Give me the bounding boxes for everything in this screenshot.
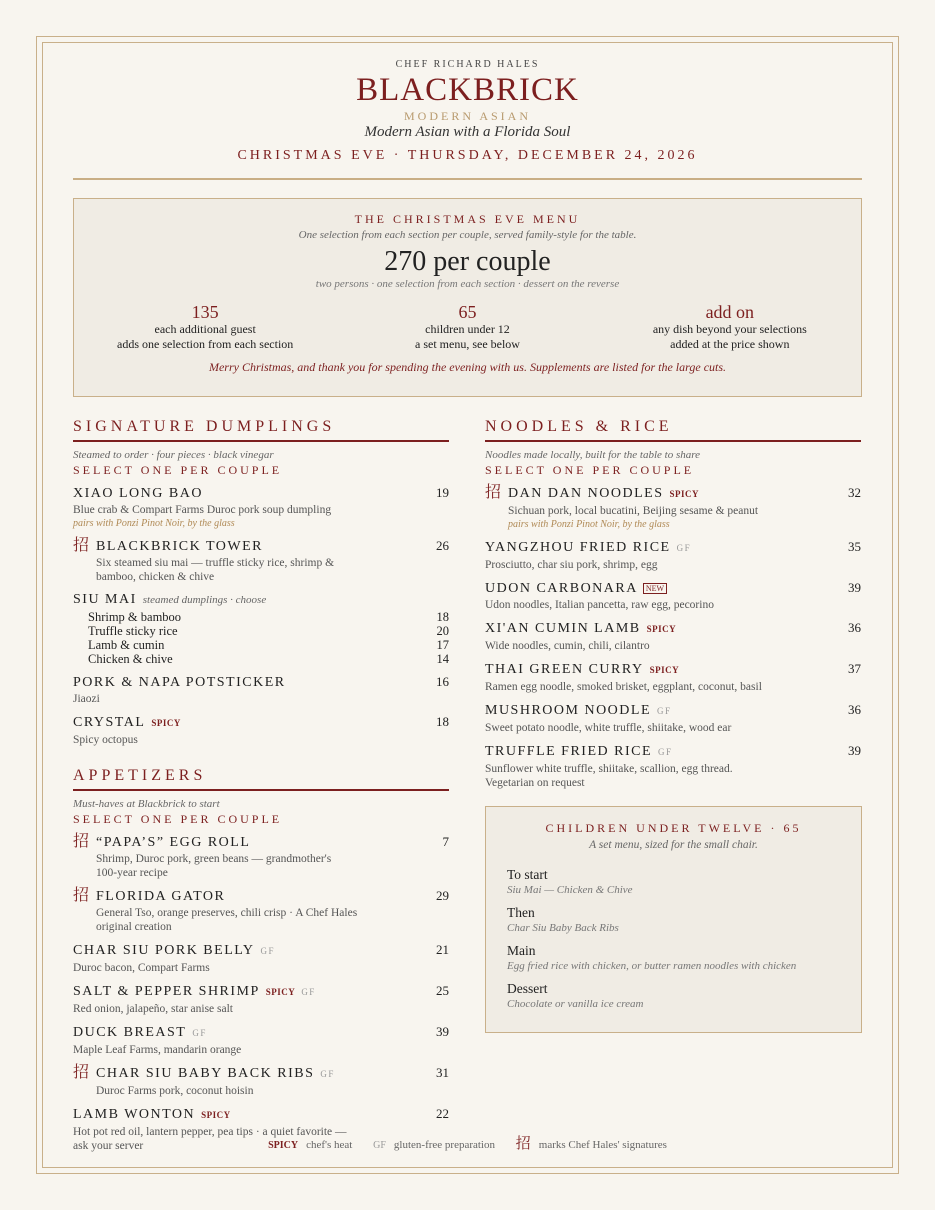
offer-price-note: two persons · one selection from each section · dessert on the reverse [315, 278, 620, 290]
item-price: 32 [848, 485, 861, 500]
item-desc: Maple Leaf Farms, mandarin orange [73, 1044, 242, 1056]
section-select: SELECT ONE PER COUPLE [73, 463, 283, 477]
item-price: 39 [848, 743, 861, 758]
siu-mai-options [73, 610, 449, 666]
menu-item [73, 940, 449, 975]
course-label: Main [507, 943, 536, 958]
option-row: Shrimp & bamboo 18 [88, 610, 449, 624]
kids-course [486, 942, 861, 973]
children-menu-box [485, 806, 862, 1033]
signature-icon: 招 [73, 833, 90, 850]
item-desc: Red onion, jalapeño, star anise salt [73, 1003, 234, 1015]
item-desc: Prosciutto, char siu pork, shrimp, egg [485, 559, 658, 571]
tier-line: adds one selection from each section [117, 337, 294, 351]
section-select: SELECT ONE PER COUPLE [485, 463, 695, 477]
course-label: To start [507, 867, 548, 882]
item-name: XI'AN CUMIN LAMB SPICY [485, 621, 677, 636]
item-price: 39 [436, 1024, 449, 1039]
gf-tag: GF [192, 1028, 207, 1038]
option-row: Chicken & chive 14 [88, 652, 449, 666]
item-desc: General Tso, orange preserves, chili crisp · A Chef Hales [96, 907, 358, 919]
item-price: 22 [436, 1106, 449, 1121]
item-desc: Sunflower white truffle, shiitake, scallion, egg thread. [485, 763, 733, 775]
section-note: Noodles made locally, built for the table to share [485, 449, 700, 461]
item-name: MUSHROOM NOODLE GF [485, 703, 672, 718]
menu-item [485, 618, 861, 653]
legend-spicy-tag: SPICY [268, 1140, 299, 1151]
item-name: TRUFFLE FRIED RICE GF [485, 744, 673, 759]
signature-icon: 招 [485, 484, 502, 501]
item-name: YANGZHOU FRIED RICE GF [485, 540, 692, 555]
menu-item [73, 712, 449, 747]
item-name: LAMB WONTON SPICY [73, 1107, 231, 1122]
item-desc: Shrimp, Duroc pork, green beans — grandmother's [96, 853, 332, 865]
course-dish: Siu Mai — Chicken & Chive [507, 884, 633, 896]
item-price: 19 [436, 485, 449, 500]
signature-icon: 招 [73, 1064, 90, 1081]
gf-tag: GF [260, 946, 276, 956]
menu-item [73, 536, 449, 584]
spicy-tag: SPICY [265, 987, 296, 997]
menu-item [485, 659, 861, 694]
menu-item [73, 483, 449, 530]
signature-icon: 招 [73, 887, 90, 904]
signature-icon: 招 [515, 1136, 531, 1152]
item-desc: Hot pot red oil, lantern pepper, pea tips · a quiet favorite — [73, 1126, 347, 1138]
item-price: 21 [436, 942, 449, 957]
tier-line: any dish beyond your selections [652, 322, 807, 336]
section-title: NOODLES & RICE [485, 417, 861, 442]
event-date: CHRISTMAS EVE · THURSDAY, DECEMBER 24, 2026 [237, 148, 698, 163]
kids-course [486, 866, 861, 897]
item-price: 29 [436, 888, 449, 903]
item-desc: Sichuan pork, local bucatini, Beijing sesame & peanut [508, 505, 759, 517]
gf-tag: GF [676, 543, 692, 553]
tier-value: 135 [191, 302, 219, 322]
item-desc: Spicy octopus [73, 734, 138, 746]
item-price: 26 [436, 538, 449, 553]
tier-add-on [599, 302, 861, 352]
brand-subtitle: MODERN ASIAN [403, 109, 531, 123]
gf-tag: GF [320, 1069, 335, 1079]
legend-spicy-text: chef's heat [306, 1139, 353, 1151]
tier-line: added at the price shown [670, 337, 790, 351]
item-name: CRYSTAL SPICY [73, 715, 181, 730]
item-name: BLACKBRICK TOWER [96, 539, 263, 554]
item-name: SALT & PEPPER SHRIMP SPICY GF [73, 984, 316, 999]
menu-item [485, 741, 861, 790]
menu-item [73, 832, 449, 880]
tier-children [336, 302, 598, 352]
item-name: THAI GREEN CURRY SPICY [485, 662, 680, 677]
item-name: SIU MAI steamed dumplings · choose [73, 592, 267, 607]
item-desc: Jiaozi [73, 693, 100, 705]
menu-item [485, 483, 861, 531]
course-dish: Egg fried rice with chicken, or butter ramen noodles with chicken [507, 960, 797, 972]
tier-line: a set menu, see below [415, 337, 520, 351]
item-price: 36 [848, 702, 861, 717]
item-desc: Vegetarian on request [485, 777, 585, 789]
menu-item [73, 672, 449, 706]
spicy-tag: SPICY [669, 489, 700, 499]
item-price: 37 [848, 661, 861, 676]
menu-item [73, 981, 449, 1016]
menu-item [73, 1063, 449, 1098]
tier-additional-guest [74, 302, 336, 352]
offer-note: One selection from each section per couple, served family-style for the table. [298, 229, 637, 241]
item-desc: Duroc Farms pork, coconut hoisin [96, 1085, 254, 1097]
course-label: Then [507, 905, 535, 920]
gf-tag: GF [301, 987, 316, 997]
item-desc: Wide noodles, cumin, chili, cilantro [485, 640, 650, 652]
left-column [73, 417, 449, 1153]
legend-sig-text: marks Chef Hales' signatures [538, 1139, 667, 1151]
header-divider [73, 178, 862, 180]
item-desc: Ramen egg noodle, smoked brisket, eggplant, coconut, basil [485, 681, 762, 693]
item-price: 39 [848, 580, 861, 595]
item-price: 35 [848, 539, 861, 554]
menu-item [73, 590, 449, 666]
price-tiers [74, 302, 861, 352]
offer-box [73, 198, 862, 397]
legend [73, 1137, 862, 1153]
item-choose-note: steamed dumplings · choose [142, 594, 267, 606]
menu-item [73, 1022, 449, 1057]
item-desc: Blue crab & Compart Farms Duroc pork soup dumpling [73, 504, 332, 516]
item-desc: Duroc bacon, Compart Farms [73, 962, 210, 974]
item-desc: Six steamed siu mai — truffle sticky rice, shrimp & [96, 557, 335, 569]
gf-tag: GF [658, 747, 673, 757]
tier-value: add on [705, 302, 755, 322]
item-name: CHAR SIU PORK BELLY GF [73, 943, 276, 958]
item-desc: 100-year recipe [96, 867, 168, 879]
kids-course [486, 904, 861, 935]
tier-value: 65 [458, 302, 477, 322]
menu-item [485, 578, 861, 612]
right-column [485, 417, 861, 790]
item-name: XIAO LONG BAO [73, 486, 203, 501]
item-price: 18 [436, 714, 449, 729]
spicy-tag: SPICY [646, 624, 677, 634]
item-name: CHAR SIU BABY BACK RIBS GF [96, 1066, 335, 1081]
kids-title: CHILDREN UNDER TWELVE · 65 [545, 821, 802, 835]
option-row: Truffle sticky rice 20 [88, 624, 449, 638]
new-badge: NEW [643, 583, 667, 594]
section-title: SIGNATURE DUMPLINGS [73, 417, 449, 442]
spicy-tag: SPICY [649, 665, 680, 675]
item-desc: Sweet potato noodle, white truffle, shiitake, wood ear [485, 722, 732, 734]
item-price: 7 [442, 834, 449, 849]
tier-line: children under 12 [425, 322, 510, 336]
item-name: “PAPA’S” EGG ROLL [96, 835, 251, 850]
spicy-tag: SPICY [201, 1110, 231, 1120]
item-price: 16 [436, 674, 449, 689]
section-select: SELECT ONE PER COUPLE [73, 812, 283, 826]
course-label: Dessert [507, 981, 548, 996]
item-name: FLORIDA GATOR [96, 889, 226, 904]
option-row: Lamb & cumin 17 [88, 638, 449, 652]
gf-tag: GF [657, 706, 672, 716]
item-name: DUCK BREAST GF [73, 1025, 207, 1040]
item-desc: original creation [96, 921, 172, 933]
course-dish: Char Siu Baby Back Ribs [507, 922, 619, 934]
item-desc: ask your server [73, 1140, 144, 1152]
section-note: Steamed to order · four pieces · black vinegar [73, 449, 274, 461]
item-price: 31 [436, 1065, 449, 1080]
kids-subtitle: A set menu, sized for the small chair. [589, 839, 758, 851]
chef-name: CHEF RICHARD HALES [395, 59, 540, 70]
item-price: 36 [848, 620, 861, 635]
brand-logo: BLACKBRICK [356, 72, 579, 108]
signature-icon: 招 [73, 537, 90, 554]
item-pairing: pairs with Ponzi Pinot Noir, by the glass [508, 519, 670, 530]
item-name: DAN DAN NOODLES SPICY [508, 486, 700, 501]
offer-price: 270 per couple [384, 246, 551, 277]
item-price: 25 [436, 983, 449, 998]
item-desc: Udon noodles, Italian pancetta, raw egg, pecorino [485, 599, 714, 611]
item-desc: bamboo, chicken & chive [96, 571, 215, 583]
tier-line: each additional guest [154, 322, 256, 336]
menu-page [73, 55, 862, 1152]
tagline: Modern Asian with a Florida Soul [364, 124, 571, 140]
item-name: UDON CARBONARA NEW [485, 579, 667, 598]
course-dish: Chocolate or vanilla ice cream [507, 998, 644, 1010]
menu-item [485, 700, 861, 735]
offer-title: THE CHRISTMAS EVE MENU [354, 212, 581, 226]
menu-item [73, 886, 449, 934]
item-name: PORK & NAPA POTSTICKER [73, 675, 286, 690]
legend-gf-text: gluten-free preparation [393, 1139, 495, 1151]
legend-gf-tag: GF [373, 1140, 386, 1151]
spicy-tag: SPICY [151, 718, 181, 728]
section-title: APPETIZERS [73, 766, 449, 791]
section-note: Must-haves at Blackbrick to start [73, 798, 220, 810]
kids-course [486, 980, 861, 1011]
offer-footer: Merry Christmas, and thank you for spending the evening with us. Supplements are listed for the large cuts. [208, 360, 727, 374]
item-pairing: pairs with Ponzi Pinot Noir, by the glass [73, 518, 235, 529]
menu-item [485, 537, 861, 572]
